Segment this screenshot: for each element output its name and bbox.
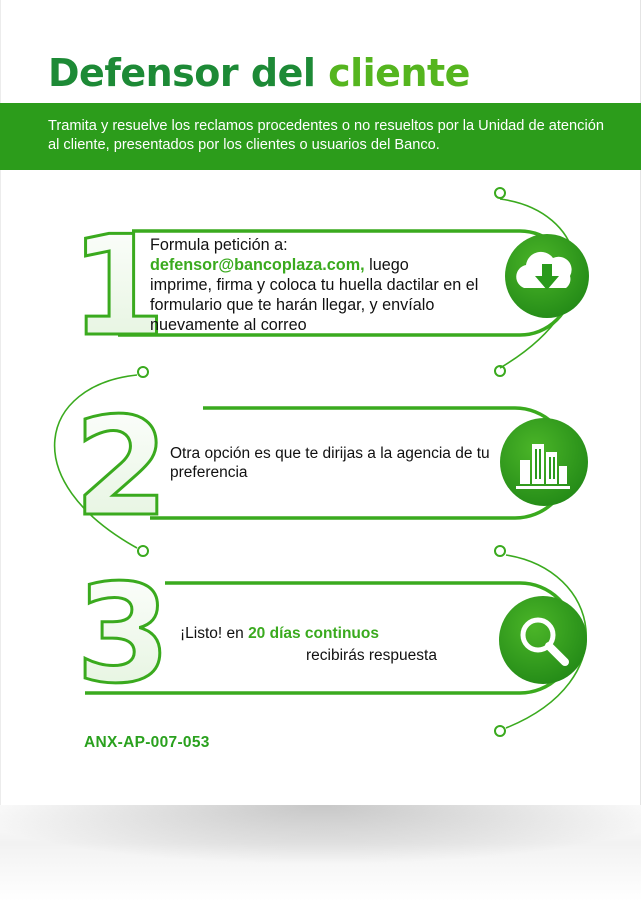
step-1-email-suffix: luego	[364, 256, 409, 274]
step-3-highlight: 20 días continuos	[248, 625, 379, 642]
step-3-icon-badge	[499, 596, 587, 684]
step-number-1: 1	[70, 206, 167, 367]
step-number-3: 3	[76, 556, 171, 714]
step-3-lead: ¡Listo! en	[180, 625, 249, 642]
subtitle-text: Tramita y resuelve los reclamos procedentes o no resueltos por la Unidad de atención al cliente, presentados por los clientes o usuarios del Banco.	[48, 118, 604, 153]
step-number-2: 2	[74, 389, 169, 547]
connector-dot	[495, 546, 505, 556]
step-1-rest: imprime, firma y coloca tu huella dactilar en el formulario que te harán llegar, y envíalo nuevamente al correo	[150, 276, 479, 334]
step-1-icon-badge	[505, 234, 589, 318]
step-3-line2: recibirás respuesta	[306, 647, 437, 664]
email-link[interactable]: defensor@bancoplaza.com,	[150, 256, 365, 274]
connector-dot	[138, 546, 148, 556]
connector-dot	[138, 367, 148, 377]
step-2-text: Otra opción es que te dirijas a la agencia de tu preferencia	[170, 445, 490, 481]
step-2-icon-badge	[500, 418, 588, 506]
step-1-email-line	[150, 255, 490, 275]
step-1-text	[150, 235, 490, 335]
connector-dot	[495, 188, 505, 198]
step-3-line1	[180, 624, 379, 644]
document-code: ANX-AP-007-053	[84, 734, 210, 751]
connector-dot	[495, 726, 505, 736]
step-1-line1: Formula petición a:	[150, 236, 288, 254]
title-part-2: cliente	[328, 51, 470, 95]
page-shadow	[0, 805, 641, 901]
title-part-1: Defensor del	[48, 51, 316, 95]
